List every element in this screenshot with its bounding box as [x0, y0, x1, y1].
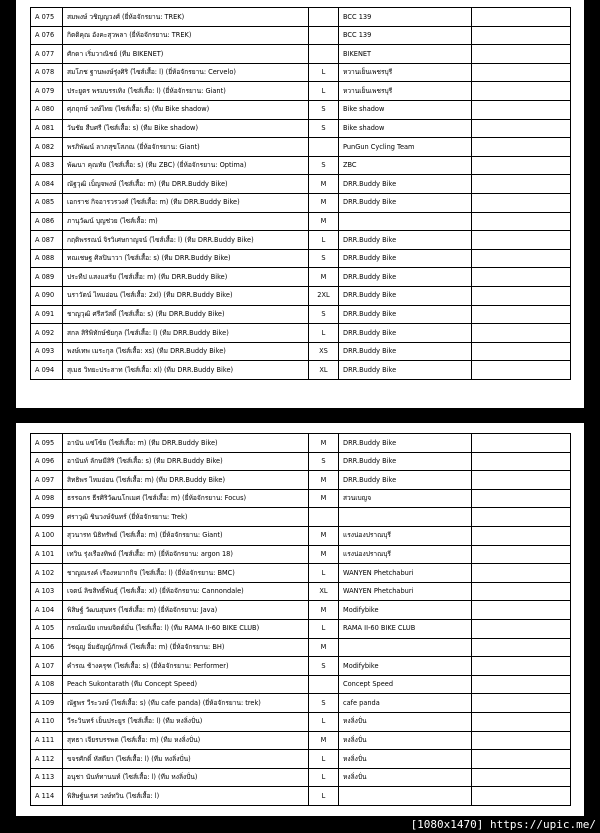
team-name-cell: DRR.Buddy Bike [339, 471, 472, 490]
participant-name-cell: วัชฉุญ อิ่มธัญญ์ภักพล์ (ไซส์เสื้อ: m) (ยี่ห้อจักรยาน: BH) [63, 638, 309, 657]
document-page-1 [16, 0, 584, 408]
shirt-size-cell: M [309, 545, 339, 564]
bib-number-cell: A 099 [31, 508, 63, 527]
shirt-size-cell: L [309, 564, 339, 583]
table-row [31, 268, 571, 287]
participant-name-cell: สิทธิพร ไหมอ่อน (ไซส์เสื้อ: m) (ทีม DRR.Buddy Bike) [63, 471, 309, 490]
blank-cell [472, 324, 571, 343]
participant-name-cell: สมโภช ฐานพงษ์รุ่งศิริ (ไซส์เสื้อ: l) (ยี่ห้อจักรยาน: Cervelo) [63, 63, 309, 82]
table-row [31, 564, 571, 583]
bib-number-cell: A 076 [31, 26, 63, 45]
team-name-cell: BCC 139 [339, 8, 472, 27]
team-name-cell: DRR.Buddy Bike [339, 286, 472, 305]
participant-name-cell: อนุชา นันท์ทานนท์ (ไซส์เสื้อ: l) (ทีม หงลิ่งปั่น) [63, 768, 309, 787]
shirt-size-cell: XL [309, 361, 339, 380]
table-row [31, 361, 571, 380]
team-name-cell: Bike shadow [339, 119, 472, 138]
blank-cell [472, 434, 571, 453]
blank-cell [472, 619, 571, 638]
participant-name-cell: นราวัตน์ ไหมอ่อน (ไซส์เสื้อ: 2xl) (ทีม DRR.Buddy Bike) [63, 286, 309, 305]
participant-name-cell: ชาญวุฒิ ศรีสวัสดิ์ (ไซส์เสื้อ: s) (ทีม DRR.Buddy Bike) [63, 305, 309, 324]
shirt-size-cell: S [309, 452, 339, 471]
blank-cell [472, 638, 571, 657]
blank-cell [472, 305, 571, 324]
shirt-size-cell: M [309, 526, 339, 545]
blank-cell [472, 712, 571, 731]
participant-name-cell: ณัฐวุฒิ เบ็ญจพงษ์ (ไซส์เสื้อ: m) (ทีม DRR.Buddy Bike) [63, 175, 309, 194]
blank-cell [472, 508, 571, 527]
shirt-size-cell: M [309, 638, 339, 657]
team-name-cell: DRR.Buddy Bike [339, 342, 472, 361]
blank-cell [472, 100, 571, 119]
bib-number-cell: A 080 [31, 100, 63, 119]
participant-name-cell: สุวนารท นิธิทรัพย์ (ไซส์เสื้อ: m) (ยี่ห้อจักรยาน: Giant) [63, 526, 309, 545]
table-row [31, 8, 571, 27]
table-row [31, 750, 571, 769]
team-name-cell: หงลิ่งปั่น [339, 768, 472, 787]
blank-cell [472, 545, 571, 564]
shirt-size-cell: L [309, 82, 339, 101]
shirt-size-cell: M [309, 601, 339, 620]
document-page-2 [16, 423, 584, 816]
team-name-cell: หงลิ่งปั่น [339, 750, 472, 769]
participant-name-cell: กฤติพรรณน์ จิรวิเศษกาญจน์ (ไซส์เสื้อ: l) (ทีม DRR.Buddy Bike) [63, 231, 309, 250]
blank-cell [472, 175, 571, 194]
bib-number-cell: A 101 [31, 545, 63, 564]
shirt-size-cell: L [309, 619, 339, 638]
shirt-size-cell: L [309, 231, 339, 250]
shirt-size-cell: M [309, 175, 339, 194]
blank-cell [472, 63, 571, 82]
team-name-cell: DRR.Buddy Bike [339, 268, 472, 287]
participant-name-cell: ขจรศักดิ์ หัสดียา (ไซส์เสื้อ: l) (ทีม หงลิ่งปั่น) [63, 750, 309, 769]
team-name-cell: ZBC [339, 156, 472, 175]
bib-number-cell: A 111 [31, 731, 63, 750]
shirt-size-cell [309, 45, 339, 64]
bib-number-cell: A 114 [31, 787, 63, 806]
blank-cell [472, 138, 571, 157]
team-name-cell: DRR.Buddy Bike [339, 193, 472, 212]
table-row [31, 82, 571, 101]
bib-number-cell: A 086 [31, 212, 63, 231]
team-name-cell: PunGun Cycling Team [339, 138, 472, 157]
bib-number-cell: A 090 [31, 286, 63, 305]
participant-name-cell: สมพงษ์ วชิญญวงศ์ (ยี่ห้อจักรยาน: TREK) [63, 8, 309, 27]
bib-number-cell: A 075 [31, 8, 63, 27]
bib-number-cell: A 105 [31, 619, 63, 638]
table-row [31, 249, 571, 268]
participant-name-cell: เจตน์ ลิขสิทธิ์พันธุ์ (ไซส์เสื้อ: xl) (ยี่ห้อจักรยาน: Cannondale) [63, 582, 309, 601]
bib-number-cell: A 092 [31, 324, 63, 343]
table-row [31, 156, 571, 175]
shirt-size-cell: 2XL [309, 286, 339, 305]
table-row [31, 489, 571, 508]
team-name-cell: RAMA II-60 BIKE CLUB [339, 619, 472, 638]
team-name-cell: WANYEN Phetchaburi [339, 582, 472, 601]
blank-cell [472, 731, 571, 750]
participant-name-cell: พัฒนา คุณทัย (ไซส์เสื้อ: s) (ทีม ZBC) (ยี่ห้อจักรยาน: Optima) [63, 156, 309, 175]
participant-name-cell: กรณ์ณนัย เกษมจิตต์มั่น (ไซส์เสื้อ: l) (ทีม RAMA II-60 BIKE CLUB) [63, 619, 309, 638]
shirt-size-cell: L [309, 787, 339, 806]
table-row [31, 138, 571, 157]
shirt-size-cell: L [309, 768, 339, 787]
table-row [31, 508, 571, 527]
shirt-size-cell: S [309, 119, 339, 138]
table-row [31, 324, 571, 343]
bib-number-cell: A 084 [31, 175, 63, 194]
team-name-cell: DRR.Buddy Bike [339, 452, 472, 471]
bib-number-cell: A 098 [31, 489, 63, 508]
team-name-cell: DRR.Buddy Bike [339, 324, 472, 343]
team-name-cell: Modifybike [339, 657, 472, 676]
blank-cell [472, 193, 571, 212]
bib-number-cell: A 079 [31, 82, 63, 101]
team-name-cell: แรงน่องปราณบุรี [339, 526, 472, 545]
blank-cell [472, 564, 571, 583]
shirt-size-cell: S [309, 657, 339, 676]
bib-number-cell: A 113 [31, 768, 63, 787]
bib-number-cell: A 089 [31, 268, 63, 287]
participant-name-cell: พรภิพัฒน์ ลาภสุขโสภณ (ยี่ห้อจักรยาน: Giant) [63, 138, 309, 157]
bib-number-cell: A 103 [31, 582, 63, 601]
blank-cell [472, 750, 571, 769]
bib-number-cell: A 081 [31, 119, 63, 138]
bib-number-cell: A 088 [31, 249, 63, 268]
shirt-size-cell: M [309, 212, 339, 231]
table-row [31, 768, 571, 787]
team-name-cell [339, 212, 472, 231]
table-row [31, 119, 571, 138]
table-row [31, 434, 571, 453]
blank-cell [472, 45, 571, 64]
participant-name-cell: ประทีป แสงแสร้ย (ไซส์เสื้อ: m) (ทีม DRR.Buddy Bike) [63, 268, 309, 287]
participant-name-cell: วันชัย สืบศรี (ไซส์เสื้อ: s) (ทีม Bike shadow) [63, 119, 309, 138]
shirt-size-cell: L [309, 712, 339, 731]
participant-name-cell: ธรรฉกร ธีรศิริวัฒนโกเมศ (ไซส์เสื้อ: m) (ยี่ห้อจักรยาน: Focus) [63, 489, 309, 508]
team-name-cell: DRR.Buddy Bike [339, 434, 472, 453]
bib-number-cell: A 097 [31, 471, 63, 490]
team-name-cell: หงลิ่งปั่น [339, 712, 472, 731]
table-row [31, 45, 571, 64]
shirt-size-cell: L [309, 324, 339, 343]
team-name-cell: BIKENET [339, 45, 472, 64]
blank-cell [472, 231, 571, 250]
bib-number-cell: A 077 [31, 45, 63, 64]
table-row [31, 731, 571, 750]
team-name-cell: Modifybike [339, 601, 472, 620]
shirt-size-cell: M [309, 434, 339, 453]
bib-number-cell: A 082 [31, 138, 63, 157]
participant-name-cell: ศักดา เริ่มวาณิชย์ (ทีม BIKENET) [63, 45, 309, 64]
blank-cell [472, 361, 571, 380]
blank-cell [472, 119, 571, 138]
bib-number-cell: A 104 [31, 601, 63, 620]
participant-name-cell: สกล สิริพิทักษ์ชัยกุล (ไซส์เสื้อ: l) (ทีม DRR.Buddy Bike) [63, 324, 309, 343]
table-row [31, 675, 571, 694]
table-row [31, 193, 571, 212]
image-size-watermark: [1080x1470] https://upic.me/ [410, 818, 596, 831]
participant-name-cell: พิสิษฐ์นเรศ วงษ์ทวิน (ไซส์เสื้อ: l) [63, 787, 309, 806]
bib-number-cell: A 110 [31, 712, 63, 731]
participant-name-cell: พงษ์เทพ เมระกุล (ไซส์เสื้อ: xs) (ทีม DRR.Buddy Bike) [63, 342, 309, 361]
shirt-size-cell: M [309, 731, 339, 750]
team-name-cell: Concept Speed [339, 675, 472, 694]
team-name-cell: DRR.Buddy Bike [339, 305, 472, 324]
table-row [31, 545, 571, 564]
bib-number-cell: A 087 [31, 231, 63, 250]
table-row [31, 231, 571, 250]
bib-number-cell: A 091 [31, 305, 63, 324]
blank-cell [472, 489, 571, 508]
team-name-cell: DRR.Buddy Bike [339, 231, 472, 250]
shirt-size-cell: S [309, 249, 339, 268]
shirt-size-cell: S [309, 305, 339, 324]
participant-name-cell: อานัน แซ่โซ้ย (ไซส์เสื้อ: m) (ทีม DRR.Buddy Bike) [63, 434, 309, 453]
shirt-size-cell [309, 675, 339, 694]
table-row [31, 787, 571, 806]
blank-cell [472, 342, 571, 361]
table-row [31, 286, 571, 305]
team-name-cell: Bike shadow [339, 100, 472, 119]
team-name-cell: สวนเบญจ [339, 489, 472, 508]
participant-table-1 [30, 7, 571, 380]
shirt-size-cell: S [309, 694, 339, 713]
shirt-size-cell [309, 508, 339, 527]
shirt-size-cell: L [309, 63, 339, 82]
team-name-cell [339, 508, 472, 527]
bib-number-cell: A 093 [31, 342, 63, 361]
participant-name-cell: ภานุวัฒน์ บุญช่วย (ไซส์เสื้อ: m) [63, 212, 309, 231]
table-row [31, 582, 571, 601]
blank-cell [472, 471, 571, 490]
shirt-size-cell: S [309, 156, 339, 175]
team-name-cell: DRR.Buddy Bike [339, 175, 472, 194]
participant-name-cell: ชาญณรงค์ เรืองหมากกิจ (ไซส์เสื้อ: l) (ยี่ห้อจักรยาน: BMC) [63, 564, 309, 583]
shirt-size-cell [309, 138, 339, 157]
table-row [31, 657, 571, 676]
team-name-cell: แรงน่องปราณบุรี [339, 545, 472, 564]
blank-cell [472, 787, 571, 806]
bib-number-cell: A 112 [31, 750, 63, 769]
shirt-size-cell [309, 26, 339, 45]
table-row [31, 619, 571, 638]
team-name-cell: DRR.Buddy Bike [339, 361, 472, 380]
blank-cell [472, 8, 571, 27]
team-name-cell [339, 638, 472, 657]
shirt-size-cell: L [309, 750, 339, 769]
shirt-size-cell: XL [309, 582, 339, 601]
bib-number-cell: A 078 [31, 63, 63, 82]
blank-cell [472, 249, 571, 268]
table-row [31, 452, 571, 471]
bib-number-cell: A 109 [31, 694, 63, 713]
bib-number-cell: A 102 [31, 564, 63, 583]
table-row [31, 26, 571, 45]
table-row [31, 212, 571, 231]
blank-cell [472, 452, 571, 471]
blank-cell [472, 582, 571, 601]
bib-number-cell: A 095 [31, 434, 63, 453]
team-name-cell: BCC 139 [339, 26, 472, 45]
table-row [31, 638, 571, 657]
blank-cell [472, 657, 571, 676]
shirt-size-cell: M [309, 471, 339, 490]
table-row [31, 526, 571, 545]
participant-name-cell: เทวิน รุ่งเรืองทิพย์ (ไซส์เสื้อ: m) (ยี่ห้อจักรยาน: argon 18) [63, 545, 309, 564]
table-row [31, 694, 571, 713]
team-name-cell: หวานเย็นเพชรบุรี [339, 63, 472, 82]
participant-name-cell: ศราวุฒิ ชินวงษ์จันทร์ (ยี่ห้อจักรยาน: Trek) [63, 508, 309, 527]
team-name-cell: cafe panda [339, 694, 472, 713]
table-row [31, 100, 571, 119]
blank-cell [472, 768, 571, 787]
team-name-cell: หวานเย็นเพชรบุรี [339, 82, 472, 101]
participant-name-cell: ณัฐพร วีระวงษ์ (ไซส์เสื้อ: s) (ทีม cafe panda) (ยี่ห้อจักรยาน: trek) [63, 694, 309, 713]
shirt-size-cell: M [309, 193, 339, 212]
blank-cell [472, 526, 571, 545]
participant-name-cell: ประยูตร พรมบรรเทิง (ไซส์เสื้อ: l) (ยี่ห้อจักรยาน: Giant) [63, 82, 309, 101]
bib-number-cell: A 096 [31, 452, 63, 471]
bib-number-cell: A 106 [31, 638, 63, 657]
blank-cell [472, 286, 571, 305]
table-row [31, 712, 571, 731]
participant-name-cell: อานันท์ ลักษมีสิริ (ไซส์เสื้อ: s) (ทีม DRR.Buddy Bike) [63, 452, 309, 471]
participant-name-cell: คำรณ ช้างครุฑ (ไซส์เสื้อ: s) (ยี่ห้อจักรยาน: Performer) [63, 657, 309, 676]
bib-number-cell: A 083 [31, 156, 63, 175]
shirt-size-cell: XS [309, 342, 339, 361]
table-row [31, 305, 571, 324]
table-row [31, 175, 571, 194]
team-name-cell: WANYEN Phetchaburi [339, 564, 472, 583]
participant-name-cell: ศุภฤกษ์ วงษ์ไทย (ไซส์เสื้อ: s) (ทีม Bike shadow) [63, 100, 309, 119]
table-row [31, 471, 571, 490]
blank-cell [472, 212, 571, 231]
shirt-size-cell: M [309, 489, 339, 508]
bib-number-cell: A 094 [31, 361, 63, 380]
participant-name-cell: สุเมธ วิทยะประสาท (ไซส์เสื้อ: xl) (ทีม DRR.Buddy Bike) [63, 361, 309, 380]
participant-table-2 [30, 433, 571, 806]
bib-number-cell: A 100 [31, 526, 63, 545]
bib-number-cell: A 085 [31, 193, 63, 212]
blank-cell [472, 156, 571, 175]
team-name-cell: DRR.Buddy Bike [339, 249, 472, 268]
blank-cell [472, 601, 571, 620]
participant-name-cell: พิสิษฐ์ วัฒนสุนทร (ไซส์เสื้อ: m) (ยี่ห้อจักรยาน: Java) [63, 601, 309, 620]
participant-name-cell: สุทธา เจียรบรรพต (ไซส์เสื้อ: m) (ทีม หงลิ่งปั่น) [63, 731, 309, 750]
shirt-size-cell: M [309, 268, 339, 287]
team-name-cell [339, 787, 472, 806]
bib-number-cell: A 107 [31, 657, 63, 676]
participant-name-cell: วีระวินทร์ เย็นประยูร (ไซส์เสื้อ: l) (ทีม หงลิ่งปั่น) [63, 712, 309, 731]
participant-name-cell: Peach Sukontarath (ทีม Concept Speed) [63, 675, 309, 694]
team-name-cell: หงลิ่งปั่น [339, 731, 472, 750]
blank-cell [472, 268, 571, 287]
participant-name-cell: ทณเชษฐ ศิลปินาวา (ไซส์เสื้อ: s) (ทีม DRR.Buddy Bike) [63, 249, 309, 268]
blank-cell [472, 82, 571, 101]
table-row [31, 342, 571, 361]
bib-number-cell: A 108 [31, 675, 63, 694]
blank-cell [472, 675, 571, 694]
table-row [31, 601, 571, 620]
shirt-size-cell: S [309, 100, 339, 119]
blank-cell [472, 26, 571, 45]
participant-name-cell: กิตติคุณ อังคะสุวพลา (ยี่ห้อจักรยาน: TREK) [63, 26, 309, 45]
blank-cell [472, 694, 571, 713]
participant-name-cell: เอกราช กิจอารวรวงศ์ (ไซส์เสื้อ: m) (ทีม DRR.Buddy Bike) [63, 193, 309, 212]
shirt-size-cell [309, 8, 339, 27]
table-row [31, 63, 571, 82]
